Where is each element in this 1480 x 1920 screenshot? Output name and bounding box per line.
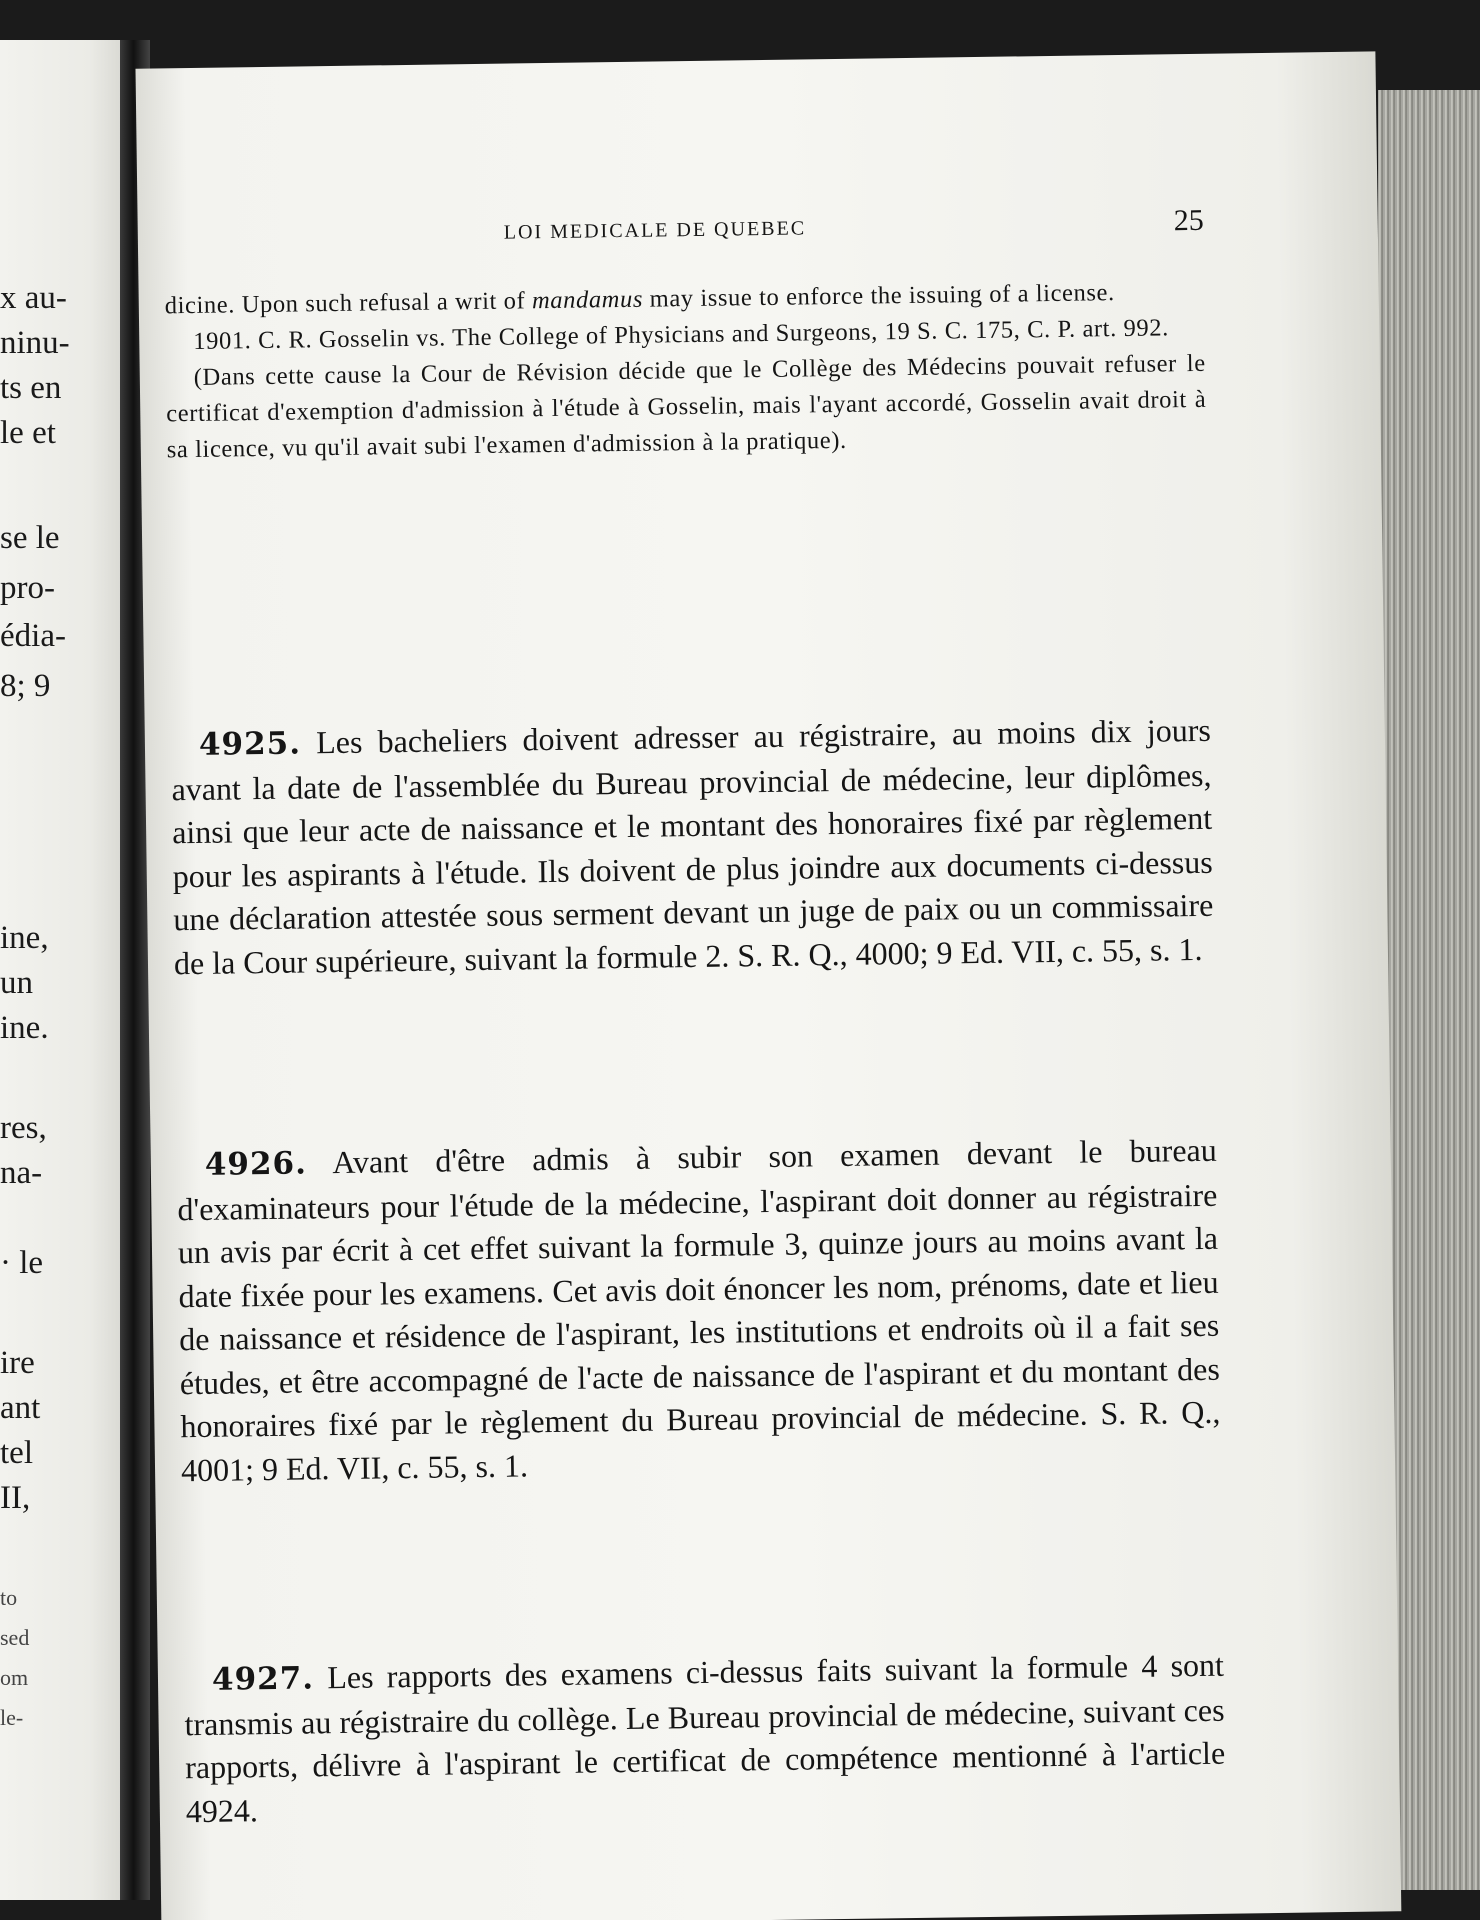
note-italic-term: mandamus	[531, 285, 644, 315]
note-text: may issue to enforce the issuing of a license.	[642, 279, 1115, 313]
left-page-fragment	[0, 40, 128, 1900]
left-line: om	[0, 1665, 29, 1690]
left-line: pro-	[0, 570, 55, 606]
left-line: x au-	[0, 280, 67, 316]
article-text: Les rapports des examens ci-dessus faits suivant la formule 4 sont transmis au régistraire du collège. Le Bureau provincial de médecine, suivant ces rapports, délivre à l'aspirant le certificat de compétence mentionné à l'article 4924.	[184, 1646, 1226, 1829]
left-line: le-	[0, 1705, 24, 1730]
article-number: 4926.	[204, 1145, 308, 1183]
article-paragraph	[184, 1644, 1226, 1834]
left-line: ninu-	[0, 325, 70, 361]
left-line: II,	[0, 1480, 31, 1516]
left-line: se le	[0, 520, 60, 556]
running-head	[164, 204, 1205, 269]
left-line: na-	[0, 1155, 43, 1191]
note-text: dicine. Upon such refusal a writ of	[164, 287, 533, 320]
case-note	[165, 274, 1207, 469]
article-4926	[177, 1129, 1222, 1492]
book-page	[135, 51, 1401, 1920]
article-text: Les bacheliers doivent adresser au régistraire, au moins dix jours avant la date de l'assemblée du Bureau provincial de médecine, leur diplômes, ainsi que leur acte de naissance et le montant des honoraires fixé par règlement pour les aspirants à l'étude. Ils doivent de plus joindre aux documents ci-dessus une déclaration attestée sous serment devant un juge de paix ou un commissaire de la Cour supérieure, suivant la formule 2. S. R. Q., 4000; 9 Ed. VII, c. 55, s. 1.	[171, 711, 1214, 981]
running-title: LOI MEDICALE DE QUEBEC	[503, 217, 807, 244]
left-line: un	[0, 965, 33, 1001]
article-number: 4927.	[211, 1660, 315, 1698]
left-line: ant	[0, 1390, 41, 1426]
left-line: 8; 9	[0, 668, 51, 704]
left-line: sed	[0, 1625, 30, 1650]
article-4925	[171, 709, 1215, 985]
left-line: le et	[0, 415, 56, 451]
article-paragraph	[171, 709, 1215, 985]
left-line: res,	[0, 1110, 47, 1146]
article-number: 4925.	[198, 725, 302, 763]
page-content	[164, 203, 1226, 1829]
left-line: ire	[0, 1345, 35, 1381]
left-line: tel	[0, 1435, 33, 1471]
article-text: Avant d'être admis à subir son examen devant le bureau d'examinateurs pour l'étude de la médecine, l'aspirant doit donner au régistraire un avis par écrit à cet effet suivant la formule 3, quinze jours au moins avant la date fixée pour les examens. Cet avis doit énoncer les nom, prénoms, date et lieu de naissance et résidence de l'aspirant, les institutions et endroits où il a fait ses études, et être accompagné de l'acte de naissance de l'aspirant et du montant des honoraires fixé par le règlement du Bureau provincial de médecine. S. R. Q., 4001; 9 Ed. VII, c. 55, s. 1.	[177, 1131, 1221, 1488]
left-line: ts en	[0, 370, 62, 406]
note-citation: 1901. C. R. Gosselin vs. The College of Physicians and Surgeons, 19 S. C. 175, C. P. art. 992.	[193, 314, 1170, 355]
left-line: édia-	[0, 618, 66, 654]
article-paragraph	[177, 1129, 1222, 1492]
left-line: ine,	[0, 920, 49, 956]
left-line: · le	[0, 1245, 44, 1281]
page-number: 25	[1173, 203, 1204, 238]
left-line: ine.	[0, 1010, 49, 1046]
article-4927	[184, 1644, 1226, 1834]
note-commentary: (Dans cette cause la Cour de Révision décide que le Collège des Médecins pouvait refuser le certificat d'exemption d'admission à l'étude à Gosselin, mais l'ayant accordé, Gosselin avait droit à sa licence, vu qu'il avait subi l'examen d'admission à la pratique).	[166, 349, 1207, 464]
left-line: to	[0, 1585, 18, 1610]
